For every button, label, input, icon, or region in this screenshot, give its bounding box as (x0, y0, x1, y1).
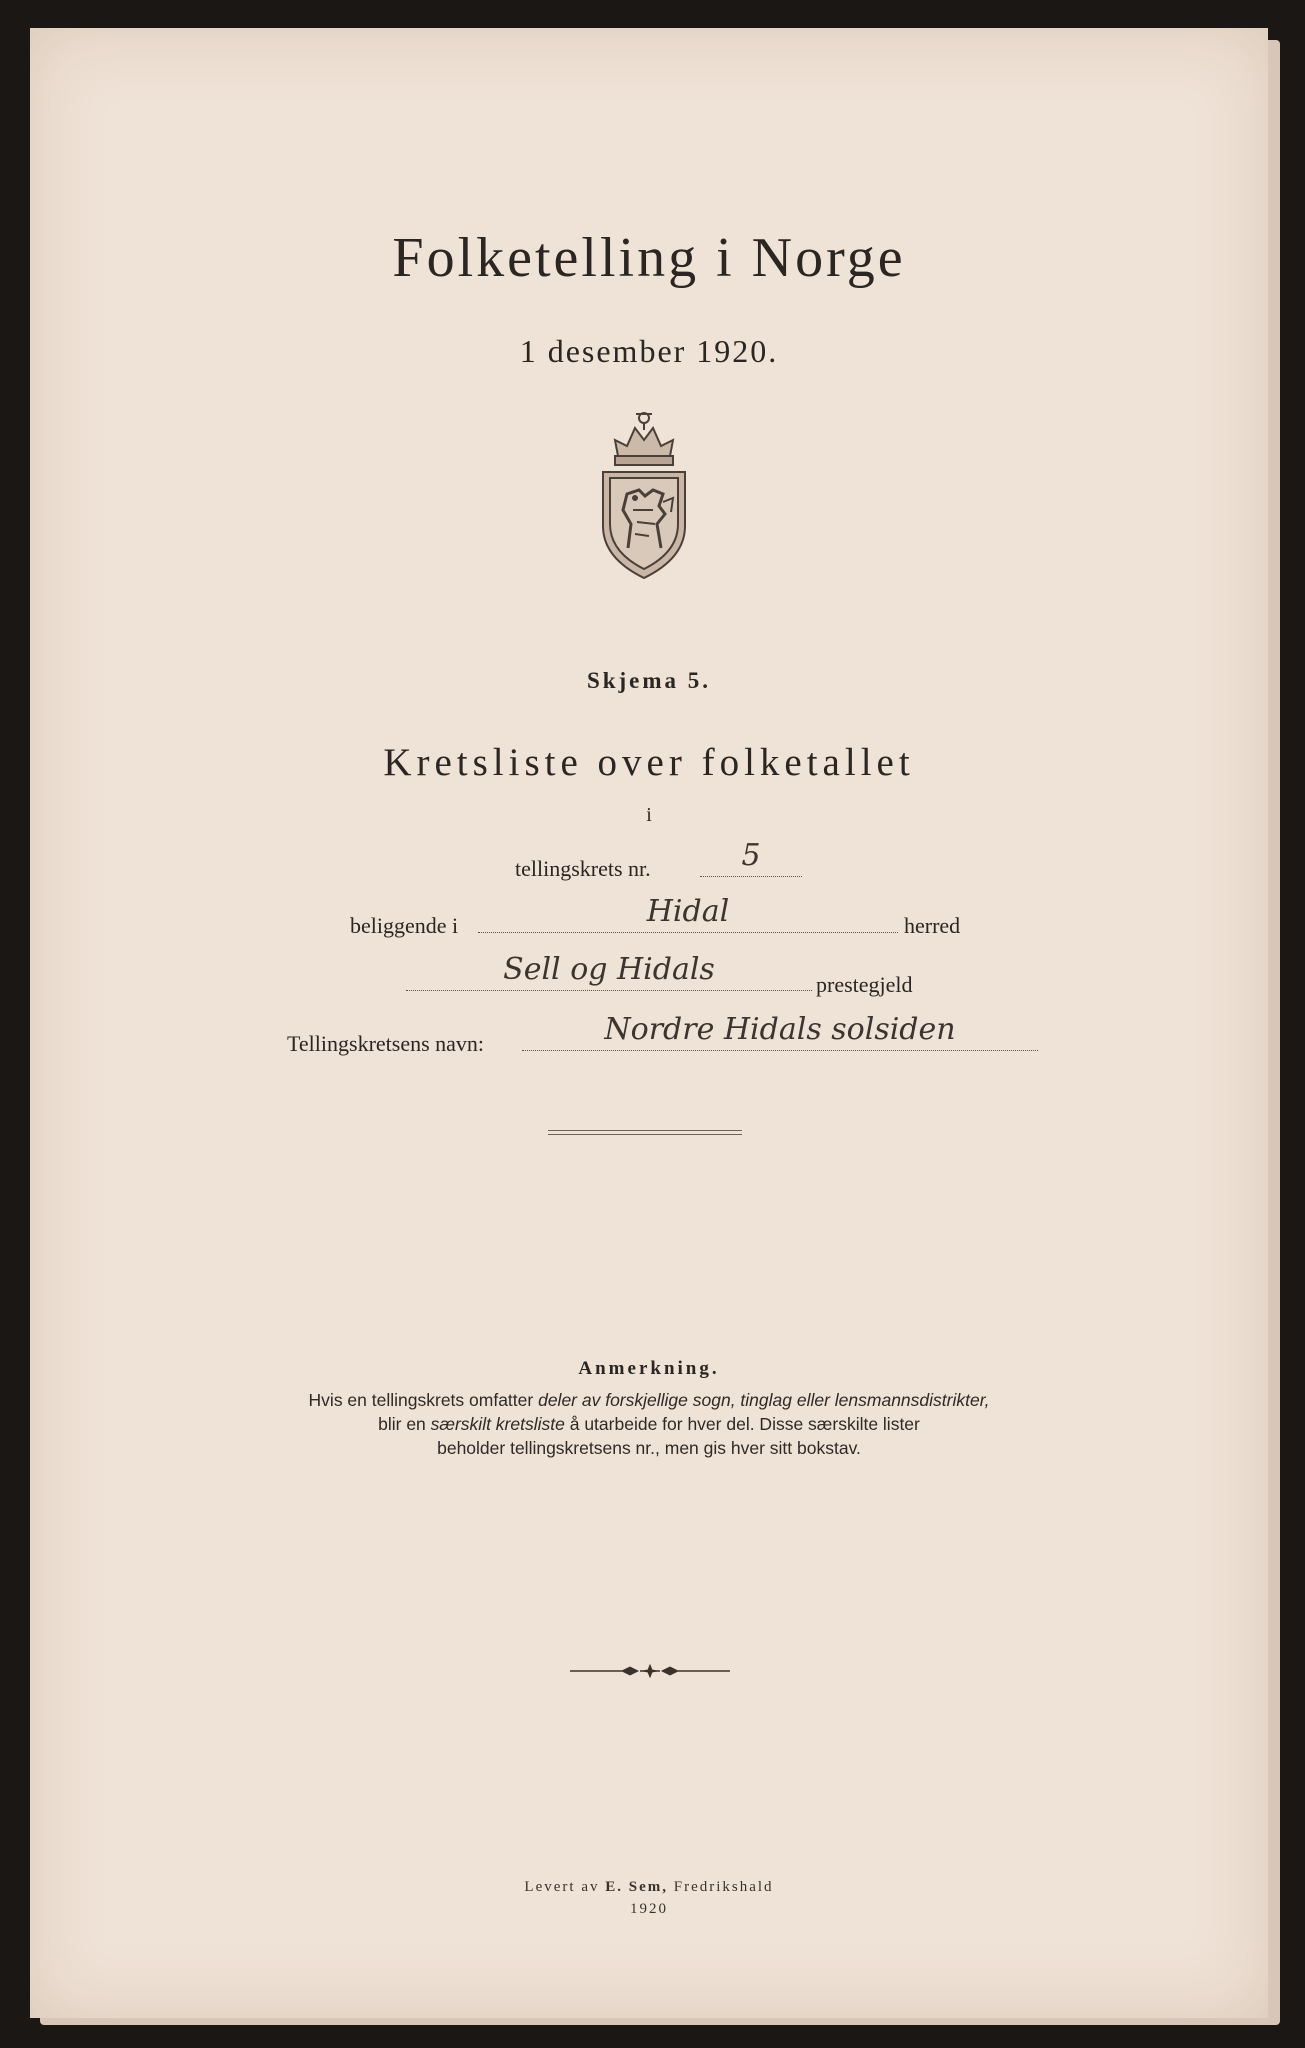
preposition-i: i (646, 804, 652, 826)
note-line-2-c: å utarbeide for hver del. Disse særskilte lister (569, 1414, 920, 1434)
separator-rule-bottom (548, 1134, 742, 1135)
separator-rule-top (548, 1130, 742, 1131)
prestegjeld-label: prestegjeld (816, 972, 913, 997)
prestegjeld-field: Sell og Hidals (406, 950, 812, 991)
schema-number: Skjema 5. (586, 668, 712, 693)
document-date: 1 desember 1920. (519, 333, 779, 369)
note-line-2 (30, 1412, 1268, 1436)
note-line-2-a: blir en (378, 1414, 426, 1434)
census-form-page (30, 28, 1268, 2018)
note-line-3: beholder tellingskretsens nr., men gis hver sitt bokstav. (437, 1438, 861, 1458)
form-heading: Kretsliste over folketallet (383, 741, 915, 784)
note-body (30, 1388, 1268, 1460)
note-heading: Anmerkning. (578, 1358, 720, 1379)
printer-name: E. Sem, (605, 1879, 668, 1895)
kretsnavn-label: Tellingskretsens navn: (287, 1031, 485, 1056)
printer-imprint (30, 1876, 1268, 1920)
printer-line (30, 1876, 1268, 1898)
tellingskrets-number-field: 5 (700, 836, 802, 877)
printer-prefix: Levert av (524, 1879, 600, 1895)
note-line-1 (30, 1388, 1268, 1412)
note-line-1-a: Hvis en tellingskrets omfatter (308, 1390, 534, 1410)
document-title: Folketelling i Norge (392, 227, 906, 289)
tellingskrets-label: tellingskrets nr. (515, 856, 651, 881)
printer-year: 1920 (630, 1901, 668, 1917)
herred-label: herred (904, 913, 961, 938)
herred-field: Hidal (478, 892, 898, 933)
ornament-divider-icon (570, 1664, 730, 1678)
tellingskrets-row (515, 856, 651, 882)
note-line-2-b: særskilt kretsliste (430, 1414, 565, 1434)
coat-of-arms-icon (593, 406, 695, 582)
note-line-1-b: deler av forskjellige sogn, tinglag eller lensmannsdistrikter, (538, 1390, 990, 1410)
kretsnavn-field: Nordre Hidals solsiden (522, 1010, 1038, 1051)
printer-place: Fredrikshald (673, 1879, 774, 1895)
beliggende-label: beliggende i (350, 913, 459, 938)
